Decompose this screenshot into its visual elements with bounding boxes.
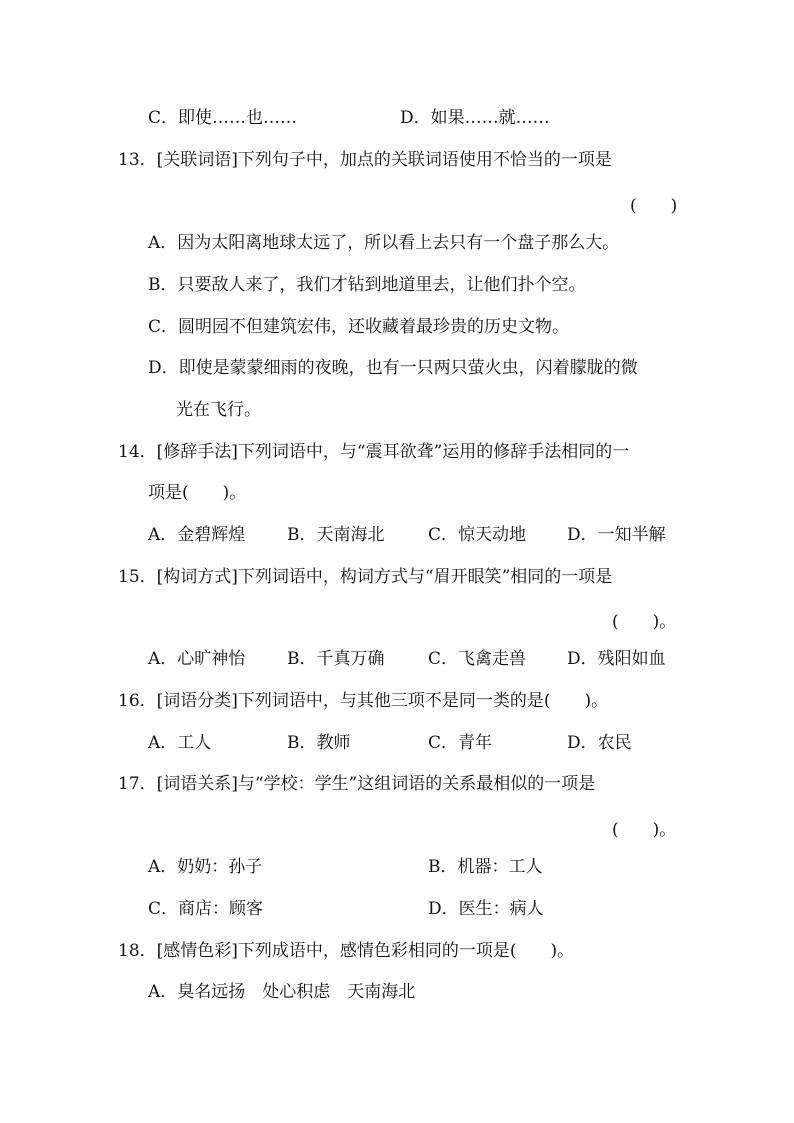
question-16-option-c: C．青年 [428,733,493,753]
question-14-stem: 14．[修辞手法]下列词语中，与“震耳欲聋”运用的修辞手法相同的一 [118,442,630,462]
question-16-option-d: D．农民 [567,733,632,753]
option-d: D．如果……就…… [400,108,550,128]
question-17-blank: ( )。 [612,820,677,840]
question-17-option-a: A．奶奶：孙子 [148,857,263,877]
question-15-option-a: A．心旷神怡 [148,649,246,669]
question-13-option-d-continued: 光在飞行。 [176,400,261,420]
question-15-option-d: D．残阳如血 [567,649,666,669]
question-17-option-c: C．商店：顾客 [148,899,264,919]
question-15-blank: ( )。 [612,612,677,632]
question-17-stem: 17．[词语关系]与“学校：学生”这组词语的关系最相似的一项是 [118,774,596,794]
question-14-stem-continued: 项是( )。 [148,483,247,503]
question-15-stem: 15．[构词方式]下列词语中，构词方式与“眉开眼笑”相同的一项是 [118,567,613,587]
question-18-stem: 18．[感情色彩]下列成语中，感情色彩相同的一项是( )。 [118,941,575,961]
question-14-option-c: C．惊天动地 [428,525,527,545]
question-14-option-a: A．金碧辉煌 [148,525,246,545]
question-14-option-d: D．一知半解 [567,525,666,545]
question-13-stem: 13．[关联词语]下列句子中，加点的关联词语使用不恰当的一项是 [118,150,612,170]
question-15-option-c: C．飞禽走兽 [428,649,527,669]
question-13-option-c: C．圆明园不但建筑宏伟，还收藏着最珍贵的历史文物。 [148,317,570,337]
question-13-option-b: B．只要敌人来了，我们才钻到地道里去，让他们扑个空。 [148,275,586,295]
question-16-stem: 16．[词语分类]下列词语中，与其他三项不是同一类的是( )。 [118,691,609,711]
question-18-option-a: A．臭名远扬 处心积虑 天南海北 [148,982,416,1002]
question-13-option-d: D．即使是蒙蒙细雨的夜晚，也有一只两只萤火虫，闪着朦胧的微 [148,358,638,378]
question-17-option-b: B．机器：工人 [428,857,543,877]
question-15-option-b: B．千真万确 [287,649,385,669]
question-17-option-d: D．医生：病人 [428,899,544,919]
question-14-option-b: B．天南海北 [287,525,385,545]
question-16-option-a: A．工人 [148,733,212,753]
question-13-option-a: A．因为太阳离地球太远了，所以看上去只有一个盘子那么大。 [148,233,620,253]
option-c: C．即使……也…… [148,108,298,128]
question-13-blank: ( ) [630,196,678,216]
question-16-option-b: B．教师 [287,733,351,753]
